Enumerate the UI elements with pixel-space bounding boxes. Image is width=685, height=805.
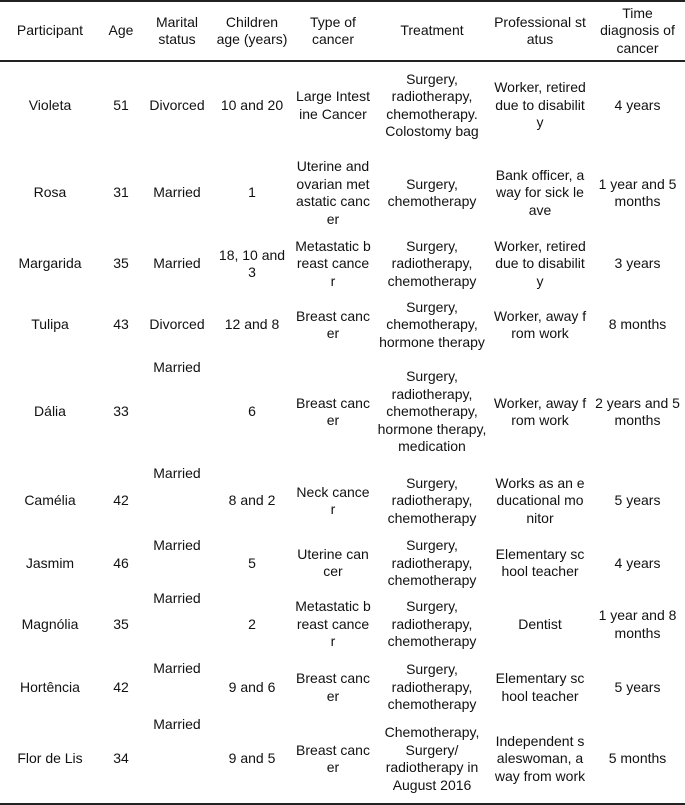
cell-children-age: 9 and 6 bbox=[228, 678, 276, 695]
cell-marital-status: Married bbox=[153, 359, 201, 375]
cell-professional-status: Worker, retired due to disability bbox=[494, 237, 586, 289]
cell-treatment: Surgery, radiotherapy, chemotherapy. Colostomy bag bbox=[385, 70, 479, 139]
cell-time-diagnosis: 5 years bbox=[614, 678, 661, 695]
header-time-diagnosis: Time diagnosis of cancer bbox=[590, 1, 685, 61]
cell-children-age: 10 and 20 bbox=[220, 96, 284, 113]
cell-treatment: Chemotherapy, Surgery/ radiotherapy in August 2016 bbox=[374, 716, 490, 804]
cell-participant: Jasmim bbox=[25, 554, 75, 571]
cell-marital-status: Married bbox=[153, 184, 201, 201]
cell-type-of-cancer: Metastatic breast cancer bbox=[295, 237, 371, 289]
cell-participant: Flor de Lis bbox=[0, 716, 100, 804]
table-row bbox=[0, 537, 685, 590]
cell-participant: Margarida bbox=[18, 255, 82, 272]
cell-treatment: Surgery, radiotherapy, chemotherapy bbox=[387, 598, 477, 650]
cell-time-diagnosis: 2 years and 5 months bbox=[595, 394, 680, 428]
cell-marital-status: Married bbox=[153, 255, 201, 272]
cell-type-of-cancer: Breast cancer bbox=[296, 307, 370, 341]
table-row bbox=[0, 149, 685, 237]
table-row bbox=[0, 716, 685, 804]
cell-professional-status: Elementary school teacher bbox=[495, 545, 585, 580]
cell-treatment: Surgery, radiotherapy, chemotherapy bbox=[387, 661, 477, 713]
header-children-age: Children age (years) bbox=[212, 1, 292, 61]
cell-participant: Violeta bbox=[28, 96, 72, 113]
table-row bbox=[0, 465, 685, 537]
cell-children-age: 18, 10 and 3 bbox=[218, 246, 286, 280]
cell-type-of-cancer: Large Intestine Cancer bbox=[296, 88, 370, 122]
cell-treatment: Surgery, radiotherapy, chemotherapy bbox=[387, 474, 477, 526]
cell-professional-status: Elementary school teacher bbox=[495, 670, 585, 704]
cell-time-diagnosis: 5 months bbox=[590, 716, 685, 804]
cell-type-of-cancer: Uterine cancer bbox=[297, 545, 369, 580]
cell-marital-status: Married bbox=[142, 716, 212, 804]
header-professional-status: Professional status bbox=[490, 1, 590, 61]
header-age: Age bbox=[100, 1, 142, 61]
cell-age: 35 bbox=[113, 615, 129, 632]
cell-professional-status: Bank officer, away for sick leave bbox=[495, 166, 585, 218]
cell-age: 33 bbox=[113, 403, 129, 420]
cell-age: 46 bbox=[113, 554, 129, 571]
cell-age: 34 bbox=[100, 716, 142, 804]
cell-children-age: 5 bbox=[248, 554, 256, 571]
header-row bbox=[0, 1, 685, 61]
cell-children-age: 8 and 2 bbox=[228, 492, 276, 509]
table-row bbox=[0, 590, 685, 660]
cell-time-diagnosis: 3 years bbox=[614, 255, 661, 272]
cell-treatment: Surgery, chemotherapy bbox=[387, 175, 477, 209]
table-row bbox=[0, 237, 685, 291]
cell-time-diagnosis: 1 year and 8 months bbox=[598, 607, 677, 641]
cell-type-of-cancer: Breast cancer bbox=[296, 394, 370, 428]
cell-time-diagnosis: 8 months bbox=[608, 316, 667, 333]
cell-marital-status: Divorced bbox=[149, 316, 205, 333]
cell-children-age: 6 bbox=[248, 403, 256, 420]
cell-participant: Magnólia bbox=[21, 615, 79, 632]
cell-professional-status: Works as an educational monitor bbox=[495, 474, 585, 526]
cell-children-age: 1 bbox=[248, 184, 256, 201]
cell-participant: Rosa bbox=[33, 184, 67, 201]
cell-participant: Tulipa bbox=[31, 316, 69, 333]
cell-professional-status: Worker, away from work bbox=[493, 307, 587, 341]
cell-treatment: Surgery, radiotherapy, chemotherapy bbox=[387, 237, 477, 289]
cell-time-diagnosis: 1 year and 5 months bbox=[598, 175, 677, 209]
cell-type-of-cancer: Breast cancer bbox=[292, 716, 374, 804]
cell-professional-status: Dentist bbox=[518, 615, 562, 632]
cell-age: 35 bbox=[113, 255, 129, 272]
cell-marital-status: Married bbox=[153, 465, 201, 481]
cell-professional-status: Worker, retired due to disability bbox=[494, 79, 586, 131]
cell-age: 31 bbox=[113, 184, 129, 201]
cell-participant: Hortência bbox=[20, 678, 80, 695]
cell-type-of-cancer: Breast cancer bbox=[296, 670, 370, 704]
cell-participant: Camélia bbox=[24, 492, 76, 509]
cell-participant: Dália bbox=[34, 403, 66, 420]
table-row bbox=[0, 291, 685, 359]
header-treatment: Treatment bbox=[374, 1, 490, 61]
cell-marital-status: Divorced bbox=[149, 96, 205, 113]
cell-treatment: Surgery, radiotherapy, chemotherapy, hormone therapy, medication bbox=[377, 368, 487, 455]
cell-time-diagnosis: 5 years bbox=[614, 492, 661, 509]
header-marital-status: Marital status bbox=[142, 1, 212, 61]
table-row bbox=[0, 61, 685, 149]
cell-children-age: 12 and 8 bbox=[224, 316, 280, 333]
cell-treatment: Surgery, chemotherapy, hormone therapy bbox=[379, 298, 485, 350]
cell-type-of-cancer: Neck cancer bbox=[296, 483, 370, 517]
cell-marital-status: Married bbox=[153, 537, 201, 553]
cell-professional-status: Independent saleswoman, away from work bbox=[490, 716, 590, 804]
cell-age: 51 bbox=[113, 96, 129, 113]
cell-type-of-cancer: Metastatic breast cancer bbox=[295, 598, 371, 650]
cell-children-age: 9 and 5 bbox=[212, 716, 292, 804]
table-row bbox=[0, 660, 685, 716]
cell-professional-status: Worker, away from work bbox=[493, 394, 587, 428]
cell-age: 43 bbox=[113, 316, 129, 333]
cell-type-of-cancer: Uterine and ovarian metastatic cancer bbox=[296, 158, 370, 227]
cell-treatment: Surgery, radiotherapy, chemotherapy bbox=[387, 537, 477, 588]
cell-marital-status: Married bbox=[153, 659, 201, 676]
header-type-of-cancer: Type of cancer bbox=[292, 1, 374, 61]
cell-time-diagnosis: 4 years bbox=[614, 554, 661, 571]
cell-children-age: 2 bbox=[248, 615, 256, 632]
header-participant: Participant bbox=[0, 1, 100, 61]
cell-age: 42 bbox=[113, 492, 129, 509]
cell-time-diagnosis: 4 years bbox=[614, 96, 661, 113]
table-row bbox=[0, 359, 685, 465]
cell-age: 42 bbox=[113, 678, 129, 695]
cell-marital-status: Married bbox=[153, 589, 201, 606]
